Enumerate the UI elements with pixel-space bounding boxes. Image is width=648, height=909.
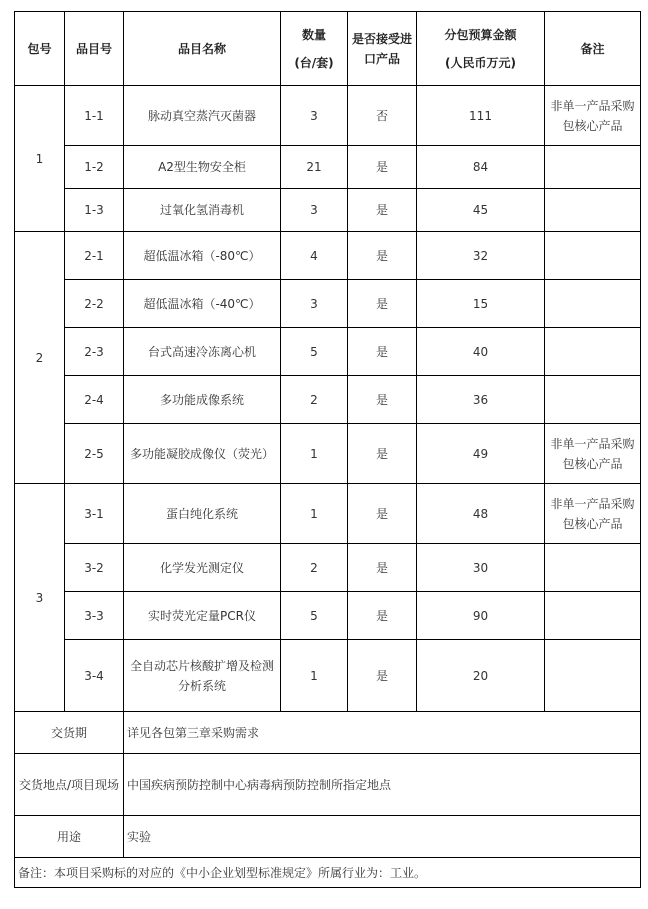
item-quantity: 2 [281,376,348,424]
item-quantity: 4 [281,232,348,280]
item-number: 3-1 [65,484,124,544]
header-quantity-label: 数量 [301,27,326,42]
item-import: 是 [348,146,417,189]
item-budget: 30 [417,544,545,592]
table-row [15,86,641,146]
item-quantity: 5 [281,592,348,640]
item-number: 1-1 [65,86,124,146]
footnote-row [15,858,641,888]
header-remark: 备注 [545,12,641,86]
header-import: 是否接受进口产品 [348,12,417,86]
table-row [15,146,641,189]
item-import: 是 [348,484,417,544]
item-name: 超低温冰箱（-80℃） [124,232,281,280]
item-budget: 20 [417,640,545,712]
item-quantity: 5 [281,328,348,376]
delivery-place-value: 中国疾病预防控制中心病毒病预防控制所指定地点 [124,754,641,816]
item-name: A2型生物安全柜 [124,146,281,189]
item-budget: 45 [417,189,545,232]
item-remark: 非单一产品采购包核心产品 [545,484,641,544]
package-number: 3 [15,484,65,712]
item-remark [545,232,641,280]
item-budget: 90 [417,592,545,640]
table-row [15,280,641,328]
item-name: 实时荧光定量PCR仪 [124,592,281,640]
item-import: 是 [348,544,417,592]
item-quantity: 21 [281,146,348,189]
item-remark [545,328,641,376]
item-remark [545,640,641,712]
header-budget-unit: (人民币万元) [445,55,516,70]
item-quantity: 1 [281,640,348,712]
item-import: 是 [348,592,417,640]
item-number: 2-5 [65,424,124,484]
table-row [15,376,641,424]
purpose-value: 实验 [124,816,641,858]
item-budget: 48 [417,484,545,544]
item-import: 是 [348,189,417,232]
item-quantity: 3 [281,189,348,232]
header-budget-label: 分包预算金额 [444,27,517,42]
item-quantity: 3 [281,86,348,146]
item-budget: 84 [417,146,545,189]
header-package: 包号 [15,12,65,86]
item-quantity: 3 [281,280,348,328]
item-budget: 36 [417,376,545,424]
item-remark [545,280,641,328]
header-quantity [281,12,348,86]
package-number: 1 [15,86,65,232]
item-number: 1-3 [65,189,124,232]
item-name: 多功能成像系统 [124,376,281,424]
table-row [15,424,641,484]
item-import: 是 [348,376,417,424]
table-row [15,640,641,712]
item-import: 是 [348,640,417,712]
item-name: 过氧化氢消毒机 [124,189,281,232]
item-name: 化学发光测定仪 [124,544,281,592]
delivery-period-row [15,712,641,754]
item-quantity: 2 [281,544,348,592]
item-name: 蛋白纯化系统 [124,484,281,544]
item-remark [545,189,641,232]
item-remark [545,544,641,592]
item-number: 3-2 [65,544,124,592]
item-quantity: 1 [281,424,348,484]
delivery-place-label: 交货地点/项目现场 [15,754,124,816]
item-budget: 32 [417,232,545,280]
item-number: 3-4 [65,640,124,712]
header-quantity-unit: (台/套) [294,55,334,70]
header-item-name: 品目名称 [124,12,281,86]
item-remark [545,146,641,189]
item-remark: 非单一产品采购包核心产品 [545,424,641,484]
table-row [15,328,641,376]
delivery-period-value: 详见各包第三章采购需求 [124,712,641,754]
item-import: 是 [348,424,417,484]
procurement-table [14,11,641,888]
item-remark: 非单一产品采购包核心产品 [545,86,641,146]
item-number: 1-2 [65,146,124,189]
item-budget: 40 [417,328,545,376]
item-budget: 111 [417,86,545,146]
item-name: 多功能凝胶成像仪（荧光） [124,424,281,484]
item-remark [545,592,641,640]
item-number: 3-3 [65,592,124,640]
item-import: 否 [348,86,417,146]
item-number: 2-4 [65,376,124,424]
item-import: 是 [348,280,417,328]
table-row [15,232,641,280]
table-row [15,484,641,544]
delivery-period-label: 交货期 [15,712,124,754]
delivery-place-row [15,754,641,816]
package-number: 2 [15,232,65,484]
header-item-no: 品目号 [65,12,124,86]
item-import: 是 [348,328,417,376]
footnote: 备注：本项目采购标的对应的《中小企业划型标准规定》所属行业为：工业。 [15,858,641,888]
table-row [15,544,641,592]
item-name: 脉动真空蒸汽灭菌器 [124,86,281,146]
item-name: 全自动芯片核酸扩增及检测分析系统 [124,640,281,712]
item-number: 2-2 [65,280,124,328]
purpose-row [15,816,641,858]
item-budget: 15 [417,280,545,328]
header-row [15,12,641,86]
item-remark [545,376,641,424]
table-row [15,189,641,232]
header-budget [417,12,545,86]
purpose-label: 用途 [15,816,124,858]
item-name: 超低温冰箱（-40℃） [124,280,281,328]
item-number: 2-3 [65,328,124,376]
item-number: 2-1 [65,232,124,280]
table-row [15,592,641,640]
item-import: 是 [348,232,417,280]
item-name: 台式高速冷冻离心机 [124,328,281,376]
item-quantity: 1 [281,484,348,544]
item-budget: 49 [417,424,545,484]
